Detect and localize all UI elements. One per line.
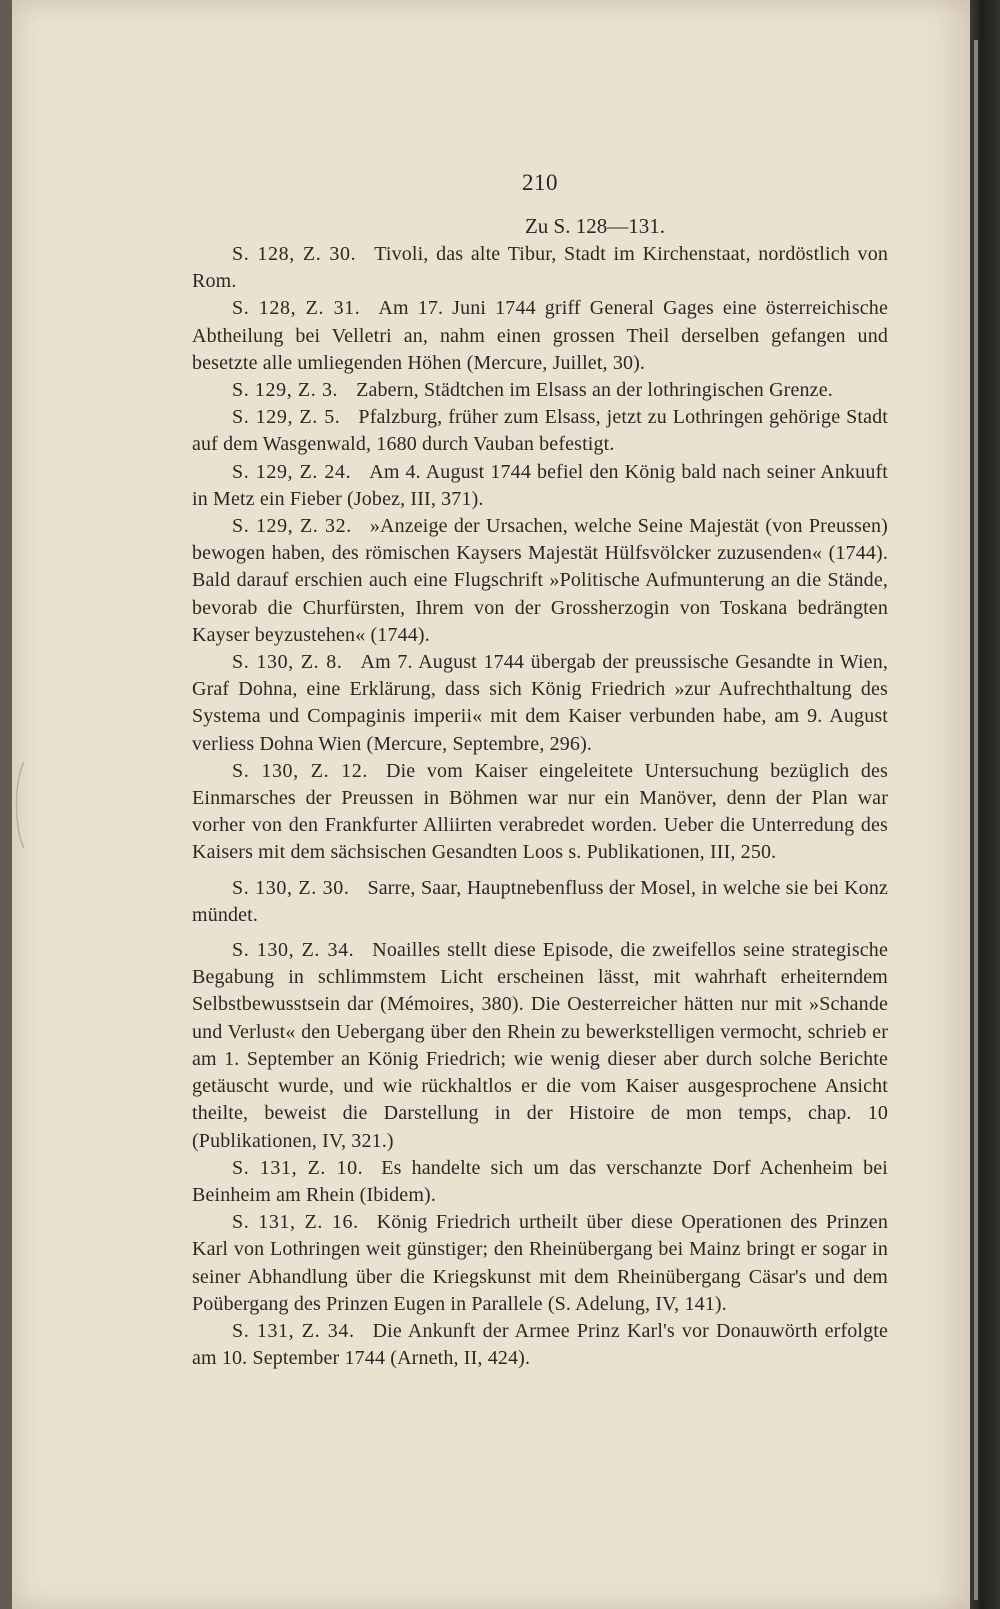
note-text: Am 4. August 1744 befiel den König bald nach seiner Ankuuft in Metz ein Fieber (Jobez, III, 371). [192, 460, 888, 510]
note-text: Zabern, Städtchen im Elsass an der lothringischen Grenze. [356, 379, 833, 402]
note-entry [192, 1155, 888, 1209]
note-reference: S. 131, Z. 16. [232, 1211, 359, 1234]
note-entry [192, 241, 888, 295]
note-text: Die Ankunft der Armee Prinz Karl's vor Donauwörth erfolgte am 10. September 1744 (Arneth, II, 424). [192, 1319, 889, 1370]
note-reference: S. 130, Z. 8. [232, 651, 343, 674]
page-curl-mark [12, 760, 26, 850]
page-number: 210 [522, 170, 558, 195]
note-reference: S. 131, Z. 34. [232, 1319, 355, 1342]
book-spine-edge [970, 0, 1000, 1609]
note-reference: S. 130, Z. 30. [232, 876, 350, 899]
note-reference: S. 129, Z. 3. [232, 379, 339, 402]
note-reference: S. 129, Z. 5. [232, 406, 341, 429]
section-heading: Zu S. 128—131. [524, 214, 665, 238]
note-entry [192, 377, 888, 404]
note-entry [192, 875, 888, 929]
note-entry [192, 1209, 888, 1318]
note-entry [192, 295, 888, 377]
note-reference: S. 130, Z. 12. [232, 759, 368, 782]
note-entry [192, 1318, 888, 1372]
note-text: Es handelte sich um das verschanzte Dorf Achenheim bei Beinheim am Rhein (Ibidem). [192, 1156, 888, 1206]
note-entry [192, 758, 888, 867]
note-text: Pfalzburg, früher zum Elsass, jetzt zu Lothringen gehörige Stadt auf dem Wasgenwald, 1680 durch Vauban befestigt. [192, 406, 889, 456]
page-text [192, 170, 888, 1372]
note-entry [192, 513, 888, 649]
note-text: Noailles stellt diese Episode, die zweifellos seine strategische Begabung in schlimmstem Licht erscheinen lässt, mit wahrhaft erheiterndem Selbstbewusstsein dar (Mémoires, 380). Die Oesterreicher hätten nur mit »Schande und Verlust« den Uebergang über den Rhein zu bewerkstelligen vermocht, schrieb er am 1. September an König Friedrich; wie wenig dieser aber durch solche Berichte getäuscht wurde, und wie rückhaltlos er die vom Kaiser ausgesprochene Ansicht theilte, beweist die Darstellung in der Histoire de mon temps, chap. 10 (Publikationen, IV, 321.) [192, 939, 888, 1152]
note-text: Die vom Kaiser eingeleitete Untersuchung bezüglich des Einmarsches der Preussen in Böhmen war nur ein Manöver, denn der Plan war vorher von den Frankfurter Alliirten verabredet worden. Ueber die Unterredung des Kaisers mit dem sächsischen Gesandten Loos s. Publikationen, III, 250. [192, 759, 888, 864]
note-reference: S. 130, Z. 34. [232, 939, 355, 962]
note-text: »Anzeige der Ursachen, welche Seine Majestät (von Preussen) bewogen haben, des römischen Kaysers Majestät Hülfsvölcker zuzusenden« (1744). Bald darauf erschien auch eine Flugschrift »Politische Aufmunterung an die Stände, bevorab die Churfürsten, Ihrem von der Grossherzogin von Toskana bedrängten Kayser beyzustehen« (1744). [192, 515, 888, 646]
note-reference: S. 131, Z. 10. [232, 1156, 364, 1179]
note-entry [192, 459, 888, 513]
note-text: Tivoli, das alte Tibur, Stadt im Kirchenstaat, nordöstlich von Rom. [192, 243, 888, 293]
note-reference: S. 128, Z. 30. [232, 243, 357, 265]
page-edge-sliver [974, 40, 978, 1600]
note-entry [192, 649, 888, 758]
note-text: Sarre, Saar, Hauptnebenfluss der Mosel, in welche sie bei Konz mündet. [192, 876, 888, 926]
note-text: König Friedrich urtheilt über diese Operationen des Prinzen Karl von Lothringen weit günstiger; den Rheinübergang bei Mainz bringt er sogar in seiner Abhandlung über die Kriegskunst mit dem Rheinübergang Cäsar's und dem Poübergang des Prinzen Eugen in Parallele (S. Adelung, IV, 141). [192, 1211, 888, 1315]
note-entry [192, 404, 888, 458]
note-reference: S. 128, Z. 31. [232, 297, 361, 320]
note-text: Am 17. Juni 1744 griff General Gages eine österreichische Abtheilung bei Velletri an, nahm einen grossen Theil derselben gefangen und besetzte alle umliegenden Höhen (Mercure, Juillet, 30). [192, 297, 888, 374]
note-entry [192, 937, 888, 1155]
note-reference: S. 129, Z. 24. [232, 460, 352, 483]
note-text: Am 7. August 1744 übergab der preussische Gesandte in Wien, Graf Dohna, eine Erklärung, dass sich König Friedrich »zur Aufrechthaltung des Systema und Compaginis imperii« mit dem Kaiser verbunden habe, am 9. August verliess Dohna Wien (Mercure, Septembre, 296). [192, 651, 889, 755]
entry-list [192, 241, 888, 1372]
note-reference: S. 129, Z. 32. [232, 515, 352, 538]
